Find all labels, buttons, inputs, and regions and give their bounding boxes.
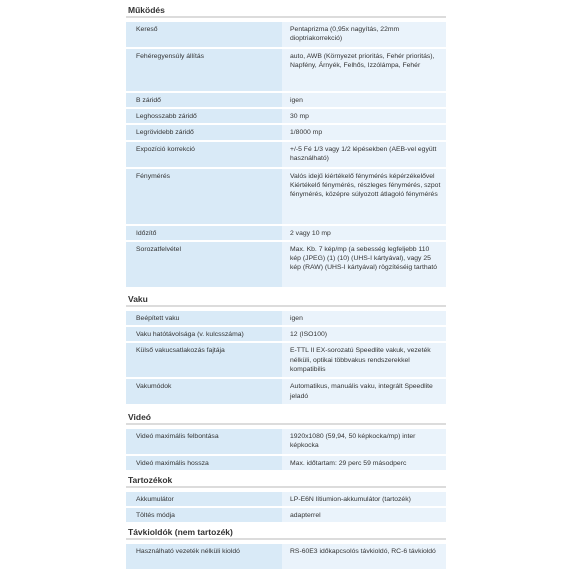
section-divider	[126, 16, 446, 18]
spec-label: Sorozatfelvétel	[126, 242, 282, 287]
spec-value: 12 (ISO100)	[282, 327, 446, 341]
spec-value: Max. időtartam: 29 perc 59 másodperc	[282, 456, 446, 470]
table-row	[126, 544, 446, 569]
table-row	[126, 49, 446, 91]
table-row	[126, 226, 446, 240]
section-divider	[126, 305, 446, 307]
spec-label: Külső vakucsatlakozás fajtája	[126, 343, 282, 377]
table-row	[126, 456, 446, 470]
spec-label: Expozíció korrekció	[126, 142, 282, 167]
spec-table	[126, 20, 446, 289]
section-title: Vaku	[128, 294, 148, 304]
table-row	[126, 492, 446, 506]
spec-value: 1/8000 mp	[282, 125, 446, 139]
spec-label: Leghosszabb záridő	[126, 109, 282, 123]
spec-label: Időzítő	[126, 226, 282, 240]
spec-value: 30 mp	[282, 109, 446, 123]
section-title: Távkioldók (nem tartozék)	[128, 527, 233, 537]
spec-table	[126, 490, 446, 524]
spec-value: 2 vagy 10 mp	[282, 226, 446, 240]
spec-label: Vaku hatótávolsága (v. kulcsszáma)	[126, 327, 282, 341]
spec-value: +/-5 Fé 1/3 vagy 1/2 lépésekben (AEB-vel együtt használható)	[282, 142, 446, 167]
section-divider	[126, 486, 446, 488]
spec-table	[126, 427, 446, 472]
spec-label: Kereső	[126, 22, 282, 47]
section-title: Videó	[128, 412, 151, 422]
spec-label: B záridő	[126, 93, 282, 107]
table-row	[126, 109, 446, 123]
table-row	[126, 142, 446, 167]
table-row	[126, 327, 446, 341]
spec-value: RS-60E3 időkapcsolós távkioldó, RC-6 távkioldó	[282, 544, 446, 569]
section-tartozekok	[126, 474, 446, 524]
spec-value: Automatikus, manuális vaku, integrált Speedlite jeladó	[282, 379, 446, 404]
section-title: Tartozékok	[128, 475, 173, 485]
spec-value: adapterrel	[282, 508, 446, 522]
spec-label: Vakumódok	[126, 379, 282, 404]
spec-table	[126, 542, 446, 571]
table-row	[126, 379, 446, 404]
table-row	[126, 169, 446, 224]
table-row	[126, 242, 446, 287]
spec-label: Használható vezeték nélküli kioldó	[126, 544, 282, 569]
section-tavkioldok	[126, 526, 446, 571]
spec-label: Akkumulátor	[126, 492, 282, 506]
spec-label: Beépített vaku	[126, 311, 282, 325]
spec-value: Valós idejű kiértékelő fénymérés képérzékelővel Kiértékelő fénymérés, részleges fénymérés, szpot fénymérés, középre súlyozott átlagoló fénymérés	[282, 169, 446, 224]
section-video	[126, 411, 446, 472]
section-mukodes	[126, 4, 446, 289]
section-vaku	[126, 293, 446, 406]
spec-table	[126, 309, 446, 406]
table-row	[126, 343, 446, 377]
spec-value: igen	[282, 93, 446, 107]
spec-value: Max. Kb. 7 kép/mp (a sebesség legfeljebb 110 kép (JPEG) (1) (10) (UHS-I kártyával), vagy 25 kép (RAW) (UHS-I kártyával) rögzítéséig tartható	[282, 242, 446, 287]
table-row	[126, 429, 446, 454]
section-title: Működés	[128, 5, 165, 15]
spec-value: 1920x1080 (59,94, 50 képkocka/mp) inter képkocka	[282, 429, 446, 454]
spec-value: LP-E6N lítiumion-akkumulátor (tartozék)	[282, 492, 446, 506]
table-row	[126, 508, 446, 522]
spec-label: Fénymérés	[126, 169, 282, 224]
table-row	[126, 125, 446, 139]
spec-label: Töltés módja	[126, 508, 282, 522]
table-row	[126, 22, 446, 47]
section-divider	[126, 538, 446, 540]
table-row	[126, 93, 446, 107]
spec-label: Fehéregyensúly állítás	[126, 49, 282, 91]
spec-label: Videó maximális hossza	[126, 456, 282, 470]
table-row	[126, 311, 446, 325]
spec-value: Pentaprizma (0,95x nagyítás, 22mm dioptriakorrekció)	[282, 22, 446, 47]
spec-label: Videó maximális felbontása	[126, 429, 282, 454]
spec-label: Legrövidebb záridő	[126, 125, 282, 139]
spec-value: auto, AWB (Környezet prioritás, Fehér prioritás), Napfény, Árnyék, Felhős, Izzólámpa, Fehér	[282, 49, 446, 91]
spec-value: E-TTL II EX-sorozatú Speedlite vakuk, vezeték nélküli, optikai többvakus rendszerekkel kompatibilis	[282, 343, 446, 377]
section-divider	[126, 423, 446, 425]
spec-value: igen	[282, 311, 446, 325]
